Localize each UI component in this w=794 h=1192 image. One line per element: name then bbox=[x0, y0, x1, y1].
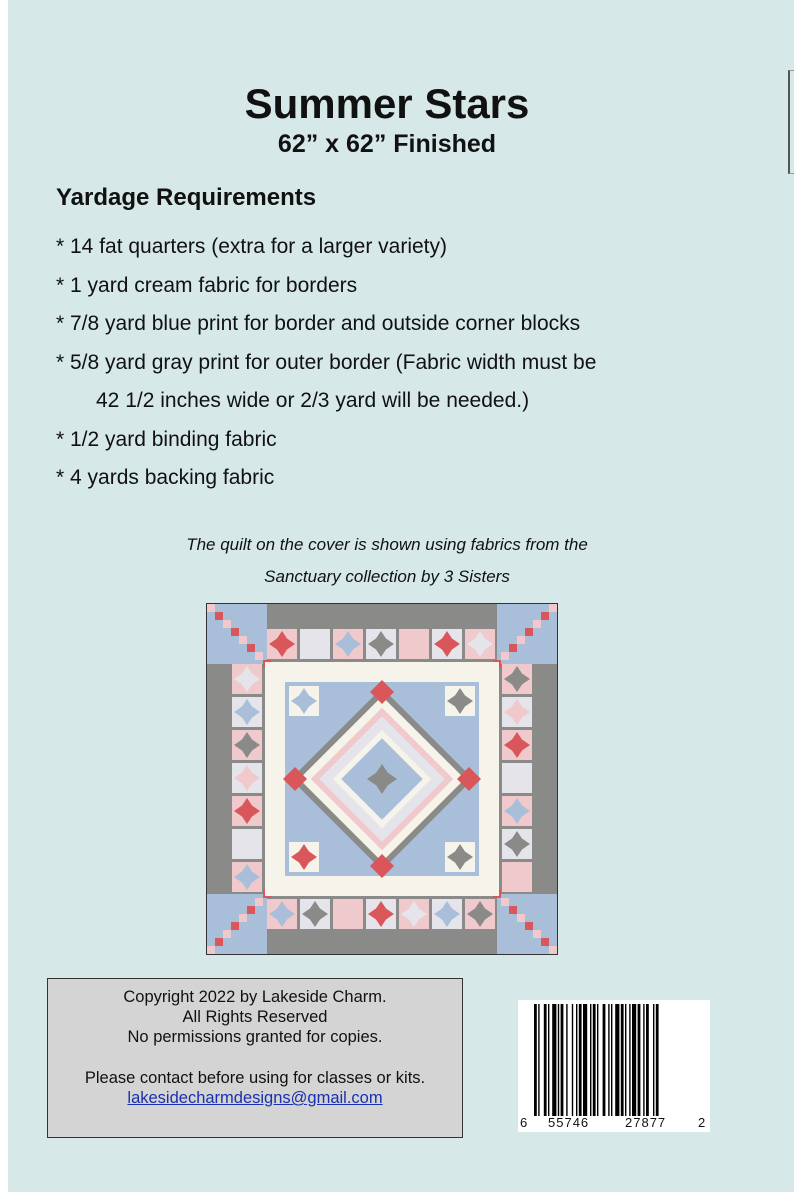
barcode-bar bbox=[579, 1004, 582, 1116]
list-item: * 4 yards backing fabric bbox=[56, 466, 275, 489]
list-item: * 1/2 yard binding fabric bbox=[56, 427, 277, 451]
barcode-bar bbox=[621, 1004, 624, 1116]
quilt-chain-square bbox=[533, 620, 541, 628]
quilt-chain-square bbox=[509, 644, 517, 652]
quilt-photo bbox=[206, 603, 558, 955]
contact-line: Please contact before using for classes or kits. bbox=[84, 1069, 426, 1087]
quilt-chain-square bbox=[517, 636, 525, 644]
barcode-bar bbox=[538, 1004, 539, 1116]
quilt-chain-square bbox=[501, 652, 509, 660]
barcode-bar bbox=[597, 1004, 598, 1116]
barcode-bar bbox=[643, 1004, 644, 1116]
pattern-title: Summer Stars bbox=[244, 80, 530, 127]
list-item-continuation: 42 1/2 inches wide or 2/3 yard will be needed.) bbox=[96, 389, 530, 412]
barcode-first-digit: 6 bbox=[520, 1115, 528, 1130]
barcode-bar bbox=[576, 1004, 577, 1116]
barcode-bar bbox=[611, 1004, 612, 1116]
quilt-chain-square bbox=[501, 898, 509, 906]
barcode-bar bbox=[590, 1004, 591, 1116]
quilt-chain-square bbox=[215, 938, 223, 946]
quilt-chain-square bbox=[247, 906, 255, 914]
barcode-bar bbox=[566, 1004, 567, 1116]
barcode-bar bbox=[572, 1004, 573, 1116]
barcode-bar bbox=[552, 1004, 556, 1116]
quilt-chain-square bbox=[231, 922, 239, 930]
quilt-chain-square bbox=[549, 946, 557, 954]
barcode-bar bbox=[608, 1004, 609, 1116]
permissions-line: No permissions granted for copies. bbox=[127, 1028, 383, 1046]
barcode-bar bbox=[638, 1004, 641, 1116]
list-item: * 7/8 yard blue print for border and outside corner blocks bbox=[56, 312, 581, 335]
quilt-chain-square bbox=[239, 914, 247, 922]
quilt-chain-square bbox=[541, 938, 549, 946]
rights-line: All Rights Reserved bbox=[182, 1008, 328, 1026]
quilt-chain-square bbox=[223, 930, 231, 938]
barcode-bar bbox=[653, 1004, 654, 1116]
barcode bbox=[518, 1000, 710, 1132]
quilt-chain-square bbox=[255, 898, 263, 906]
fabric-caption-line-2: Sanctuary collection by 3 Sisters bbox=[264, 567, 510, 586]
quilt-chain-square bbox=[231, 628, 239, 636]
quilt-chain-square bbox=[239, 636, 247, 644]
copyright-line: Copyright 2022 by Lakeside Charm. bbox=[123, 988, 387, 1006]
quilt-chain-square bbox=[509, 906, 517, 914]
quilt-chain-square bbox=[549, 604, 557, 612]
yardage-list bbox=[56, 232, 596, 502]
quilt-chain-square bbox=[541, 612, 549, 620]
list-item: * 14 fat quarters (extra for a larger variety) bbox=[56, 235, 447, 258]
copyright-box bbox=[47, 978, 463, 1138]
barcode-right-group: 27877 bbox=[625, 1115, 667, 1130]
quilt-chain-square bbox=[533, 930, 541, 938]
barcode-bar bbox=[646, 1004, 649, 1116]
barcode-bar bbox=[625, 1004, 626, 1116]
quilt-chain-square bbox=[525, 922, 533, 930]
barcode-check-digit: 2 bbox=[698, 1115, 706, 1130]
list-item: * 5/8 yard gray print for outer border (Fabric width must be bbox=[56, 350, 597, 374]
list-item: * 1 yard cream fabric for borders bbox=[56, 273, 358, 297]
barcode-bar bbox=[593, 1004, 596, 1116]
quilt-chain-square bbox=[247, 644, 255, 652]
barcode-bar bbox=[548, 1004, 549, 1116]
barcode-bar bbox=[561, 1004, 564, 1116]
barcode-bar bbox=[632, 1004, 636, 1116]
barcode-icon bbox=[518, 1000, 710, 1118]
barcode-bar bbox=[544, 1004, 547, 1116]
barcode-bar bbox=[558, 1004, 559, 1116]
barcode-bar bbox=[629, 1004, 630, 1116]
barcode-bar bbox=[603, 1004, 606, 1116]
barcode-bar bbox=[534, 1004, 537, 1116]
quilt-chain-square bbox=[525, 628, 533, 636]
quilt-photo-icon bbox=[207, 604, 557, 954]
finished-size: 62” x 62” Finished bbox=[277, 130, 497, 158]
fabric-caption-line-1: The quilt on the cover is shown using fabrics from the bbox=[186, 535, 588, 554]
yardage-heading: Yardage Requirements bbox=[56, 184, 317, 211]
quilt-chain-square bbox=[223, 620, 231, 628]
quilt-chain-square bbox=[207, 604, 215, 612]
barcode-bar bbox=[583, 1004, 587, 1116]
quilt-chain-square bbox=[207, 946, 215, 954]
quilt-chain-square bbox=[517, 914, 525, 922]
contact-email-link[interactable]: lakesidecharmdesigns@gmail.com bbox=[127, 1089, 383, 1107]
barcode-bar bbox=[615, 1004, 619, 1116]
pattern-back-cover bbox=[8, 0, 794, 1192]
quilt-chain-square bbox=[255, 652, 263, 660]
page-edge-mark bbox=[788, 70, 794, 174]
barcode-left-group: 55746 bbox=[548, 1115, 590, 1130]
quilt-chain-square bbox=[215, 612, 223, 620]
barcode-bar bbox=[656, 1004, 659, 1116]
